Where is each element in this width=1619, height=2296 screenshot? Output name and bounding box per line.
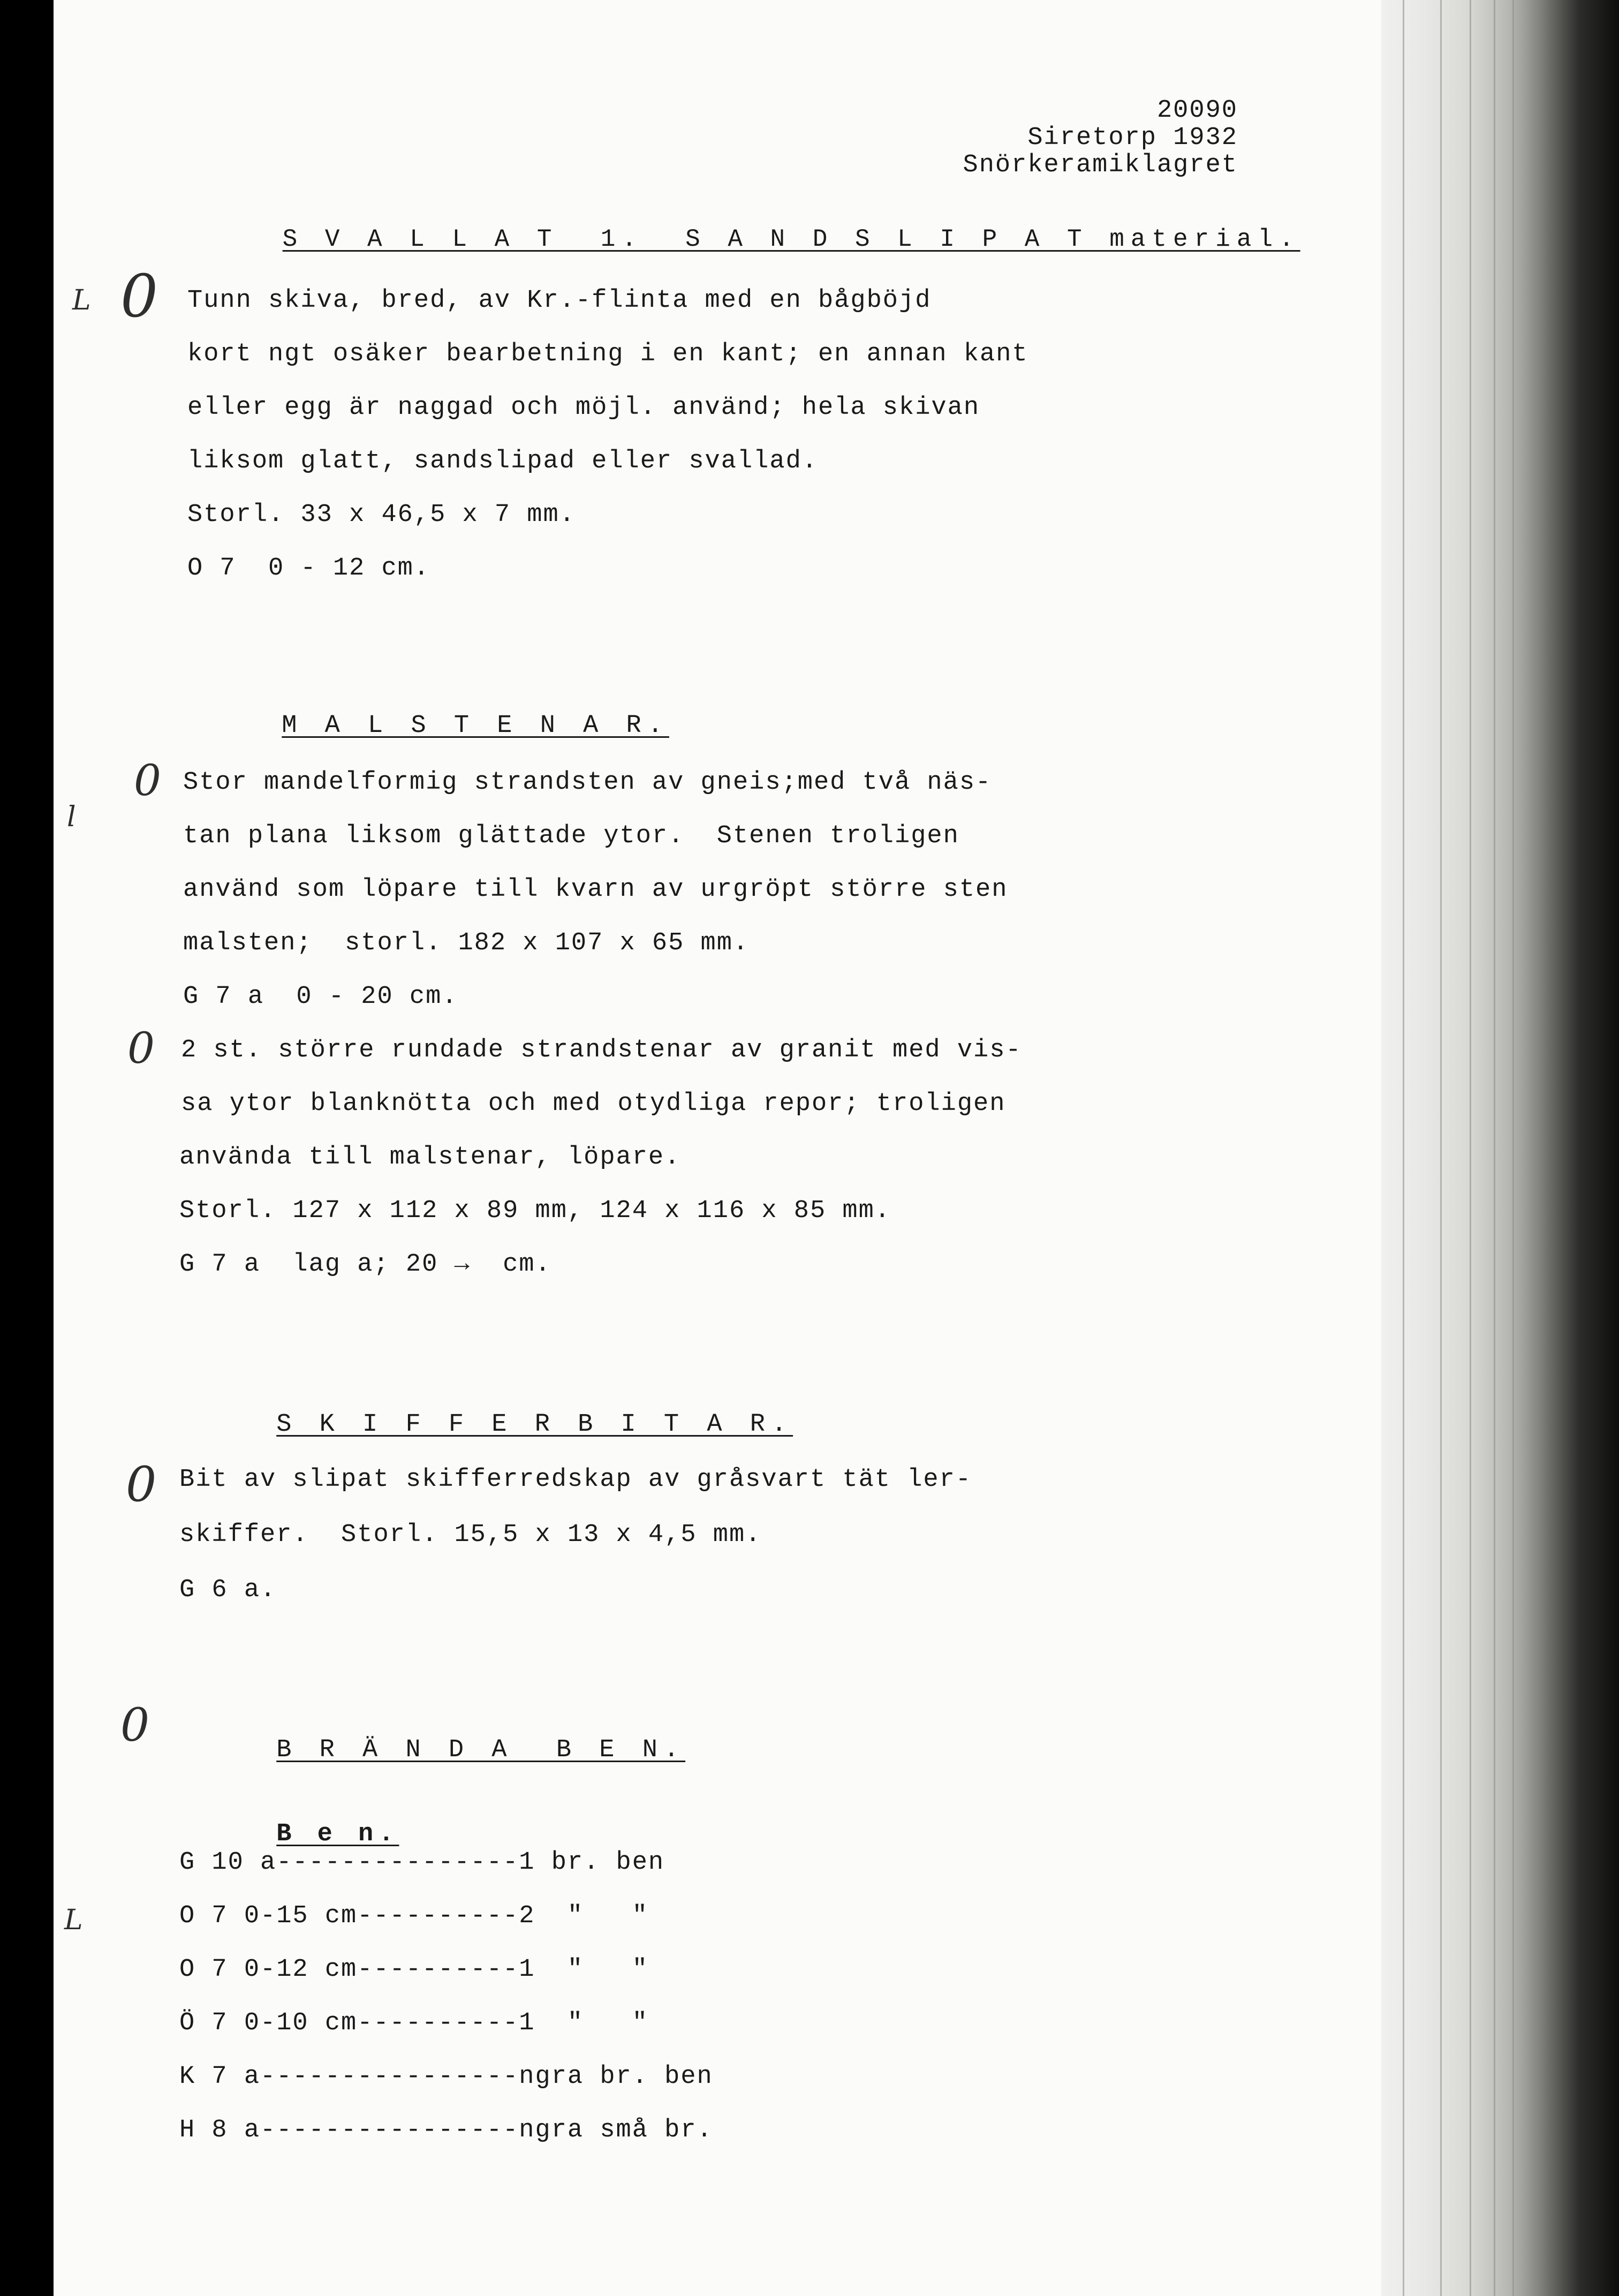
bone-row: Ö 7 0-10 cm----------1 " " [179, 2009, 648, 2037]
item-line: tan plana liksom glättade ytor. Stenen troligen [183, 822, 959, 850]
page-edge-line [1512, 0, 1514, 2296]
page-edge-line [1403, 0, 1404, 2296]
item-line: Bit av slipat skifferredskap av gråsvart tät ler- [179, 1466, 972, 1494]
item-size: malsten; storl. 182 x 107 x 65 mm. [183, 929, 750, 957]
item-location: G 7 a 0 - 20 cm. [183, 983, 458, 1011]
typewritten-sheet [54, 0, 1381, 2296]
item-line: sa ytor blanknötta och med otydliga repor; troligen [181, 1090, 1006, 1118]
item-line: kort ngt osäker bearbetning i en kant; en annan kant [187, 340, 1028, 368]
layer-name: Snörkeramiklagret [963, 151, 1238, 179]
item-line: skiffer. Storl. 15,5 x 13 x 4,5 mm. [179, 1521, 762, 1549]
item-size: Storl. 33 x 46,5 x 7 mm. [187, 501, 576, 529]
page-edge-line [1440, 0, 1442, 2296]
bone-row: H 8 a----------------ngra små br. [179, 2116, 713, 2144]
item-line: 2 st. större rundade strandstenar av granit med vis- [181, 1036, 1022, 1064]
item-line: eller egg är naggad och möjl. använd; hela skivan [187, 394, 980, 422]
bone-row: O 7 0-12 cm----------1 " " [179, 1955, 648, 1984]
item-line: Tunn skiva, bred, av Kr.-flinta med en bågböjd [187, 286, 932, 315]
item-line: använda till malstenar, löpare. [179, 1143, 681, 1172]
binder-page-edges [1381, 0, 1619, 2296]
item-size: Storl. 127 x 112 x 89 mm, 124 x 116 x 85 mm. [179, 1197, 891, 1225]
section-title-branda-ben: B R Ä N D A B E N. [276, 1736, 686, 1764]
catalogue-number: 20090 [1156, 96, 1238, 125]
page-edge-line [1494, 0, 1495, 2296]
section-title-malstenar: M A L S T E N A R. [282, 712, 669, 740]
bone-row: G 10 a---------------1 br. ben [179, 1848, 665, 1877]
pencil-circle-mark: 0 [120, 1699, 150, 1752]
item-location: G 6 a. [179, 1576, 277, 1604]
site-and-year: Siretorp 1932 [1027, 124, 1238, 152]
pencil-circle-mark: 0 [134, 756, 161, 805]
bone-row: K 7 a----------------ngra br. ben [179, 2063, 713, 2091]
page-edge-line [1470, 0, 1471, 2296]
margin-pencil-mark: L [64, 1904, 83, 1936]
item-location: O 7 0 - 12 cm. [187, 554, 430, 583]
item-line: använd som löpare till kvarn av urgröpt större sten [183, 875, 1008, 904]
item-location: G 7 a lag a; 20 → cm. [179, 1250, 551, 1279]
section-title-svallat: S V A L L A T 1. S A N D S L I P A T material. [282, 225, 1300, 253]
item-line: liksom glatt, sandslipad eller svallad. [187, 447, 818, 475]
pencil-circle-mark: 0 [127, 1023, 155, 1073]
margin-pencil-mark: L [72, 284, 91, 316]
pencil-circle-mark: 0 [120, 262, 158, 330]
margin-pencil-mark: l [67, 801, 76, 833]
item-line: Stor mandelformig strandsten av gneis;med två näs- [183, 768, 992, 797]
section-title-skifferbitar: S K I F F E R B I T A R. [276, 1410, 793, 1439]
bone-row: O 7 0-15 cm----------2 " " [179, 1902, 648, 1930]
pencil-circle-mark: 0 [126, 1456, 157, 1513]
subsection-title-ben: B e n. [276, 1820, 399, 1848]
